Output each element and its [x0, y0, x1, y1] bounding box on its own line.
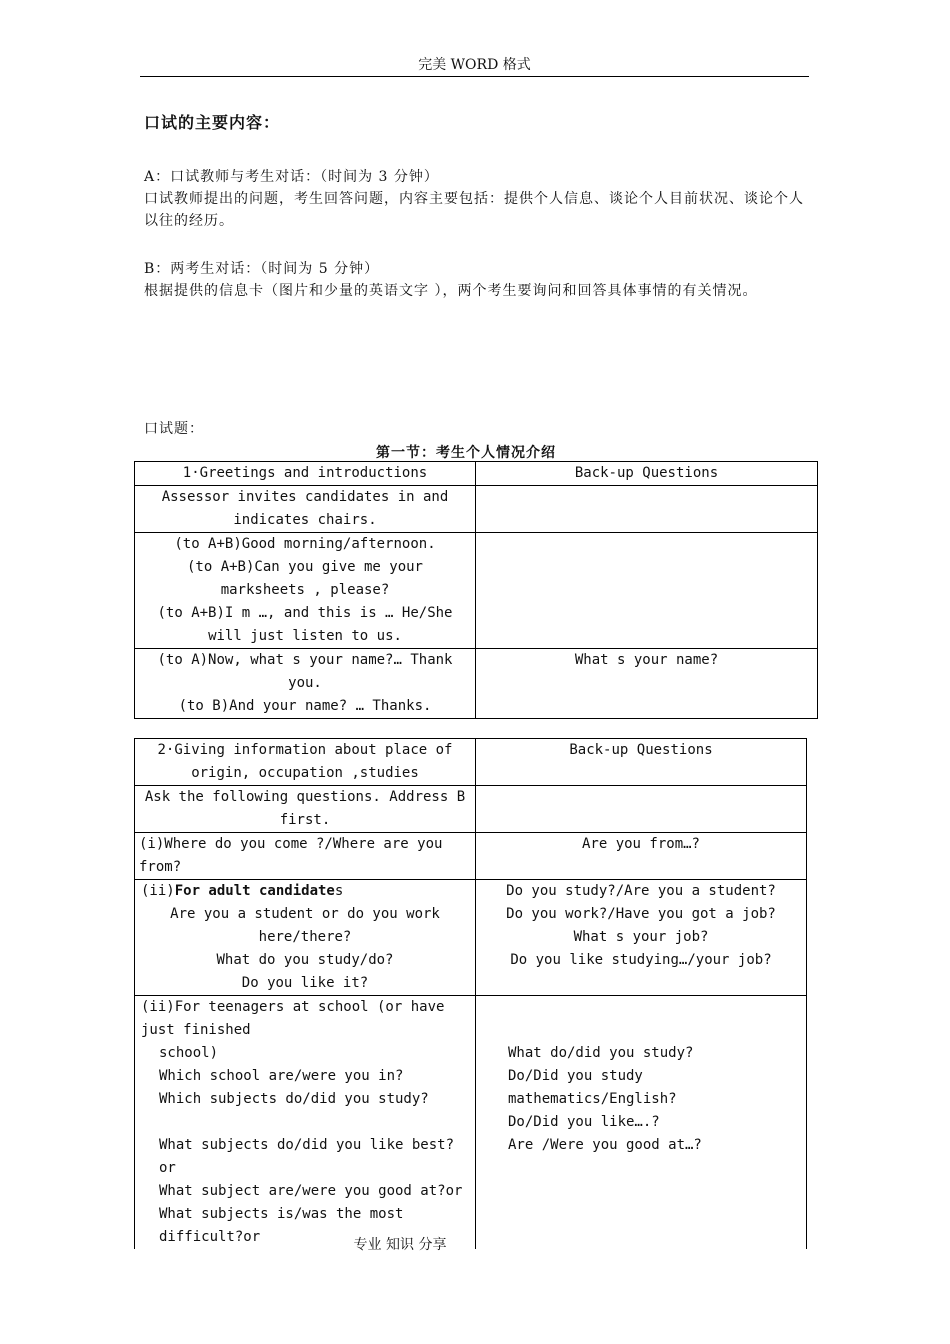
cell-line: (to B)And your name? … Thanks.: [178, 698, 432, 714]
table-cell: Are you from…?: [476, 833, 807, 880]
cell-line: What do/did you study?: [508, 1045, 694, 1061]
table-cell: (i)Where do you come ?/Where are you from?: [135, 833, 476, 880]
questions-label: 口试题：: [144, 421, 204, 437]
table-cell: [476, 786, 807, 833]
bold-text: For adult candidate: [174, 883, 335, 899]
cell-line: (ii)For teenagers at school (or have just finished: [141, 999, 445, 1038]
table-cell: Assessor invites candidates in and indicates chairs.: [135, 486, 476, 533]
table-cell: Ask the following questions. Address B first.: [135, 786, 476, 833]
table-cell: [476, 996, 807, 1250]
section1-title: 第一节：考生个人情况介绍: [376, 445, 556, 461]
cell-line: Do you like studying…/your job?: [510, 952, 772, 968]
part-a: [144, 166, 816, 232]
table-cell: [135, 996, 476, 1250]
cell-line: Which subjects do/did you study?: [159, 1091, 429, 1107]
table-cell: What s your name?: [476, 649, 818, 719]
cell-line: (to A+B)Good morning/afternoon.: [174, 536, 436, 552]
header-cell: Back-up Questions: [476, 739, 807, 786]
part-a-body: 口试教师提出的问题，考生回答问题，内容主要包括：提供个人信息、谈论个人目前状况、谈论个人以往的经历。: [144, 191, 804, 229]
information-table: [134, 738, 807, 1249]
table-cell: [135, 649, 476, 719]
cell-line: (ii)For adult candidates: [141, 883, 344, 899]
table-row: [135, 833, 807, 880]
cell-line: What do you study/do?: [216, 952, 394, 968]
intro-heading: 口试的主要内容：: [144, 113, 281, 132]
cell-line: Which school are/were you in?: [159, 1068, 404, 1084]
header-cell: 2·Giving information about place of origin, occupation ,studies: [135, 739, 476, 786]
part-b: [144, 258, 804, 302]
table-cell: [476, 486, 818, 533]
cell-line: What subject are/were you good at?or: [159, 1183, 463, 1199]
table-row: [135, 996, 807, 1250]
cell-line: Do you study?/Are you a student?: [506, 883, 776, 899]
table-row: [135, 486, 818, 533]
cell-line: Are /Were you good at…?: [508, 1137, 702, 1153]
table-cell: [476, 533, 818, 649]
table-row: [135, 786, 807, 833]
part-b-body: 根据提供的信息卡（图片和少量的英语文字 ），两个考生要询问和回答具体事情的有关情况。: [144, 283, 758, 299]
table-cell: [476, 880, 807, 996]
table-cell: [135, 533, 476, 649]
cell-line: (to A+B)Can you give me your marksheets , please?: [186, 559, 423, 598]
cell-line: What subjects is/was the most difficult?or: [159, 1206, 404, 1245]
cell-line: Do/Did you like….?: [508, 1114, 660, 1130]
table-header-row: [135, 739, 807, 786]
cell-line: Do/Did you study mathematics/English?: [508, 1068, 677, 1107]
cell-line: Are you a student or do you work here/there?: [170, 906, 440, 945]
part-a-title: A：口试教师与考生对话：（时间为 3 分钟）: [144, 169, 439, 185]
cell-line: What subjects do/did you like best?or: [159, 1137, 455, 1176]
header-cell: Back-up Questions: [476, 462, 818, 486]
page-footer: 专业 知识 分享: [353, 1237, 447, 1253]
cell-line: (to A+B)I m …, and this is … He/She will just listen to us.: [157, 605, 453, 644]
cell-line: Do you like it?: [241, 975, 369, 991]
part-b-title: B：两考生对话：（时间为 5 分钟）: [144, 261, 380, 277]
table-row: [135, 533, 818, 649]
table-header-row: [135, 462, 818, 486]
table-row: [135, 649, 818, 719]
cell-line: school): [159, 1045, 219, 1061]
cell-line: Do you work?/Have you got a job?: [506, 906, 776, 922]
header-cell: 1·Greetings and introductions: [135, 462, 476, 486]
table-cell: [135, 880, 476, 996]
cell-line: What s your job?: [573, 929, 709, 945]
table-row: [135, 880, 807, 996]
greetings-table: [134, 461, 818, 719]
cell-line: (to A)Now, what s your name?… Thank you.: [157, 652, 453, 691]
page-header: 完美 WORD 格式: [140, 54, 809, 77]
